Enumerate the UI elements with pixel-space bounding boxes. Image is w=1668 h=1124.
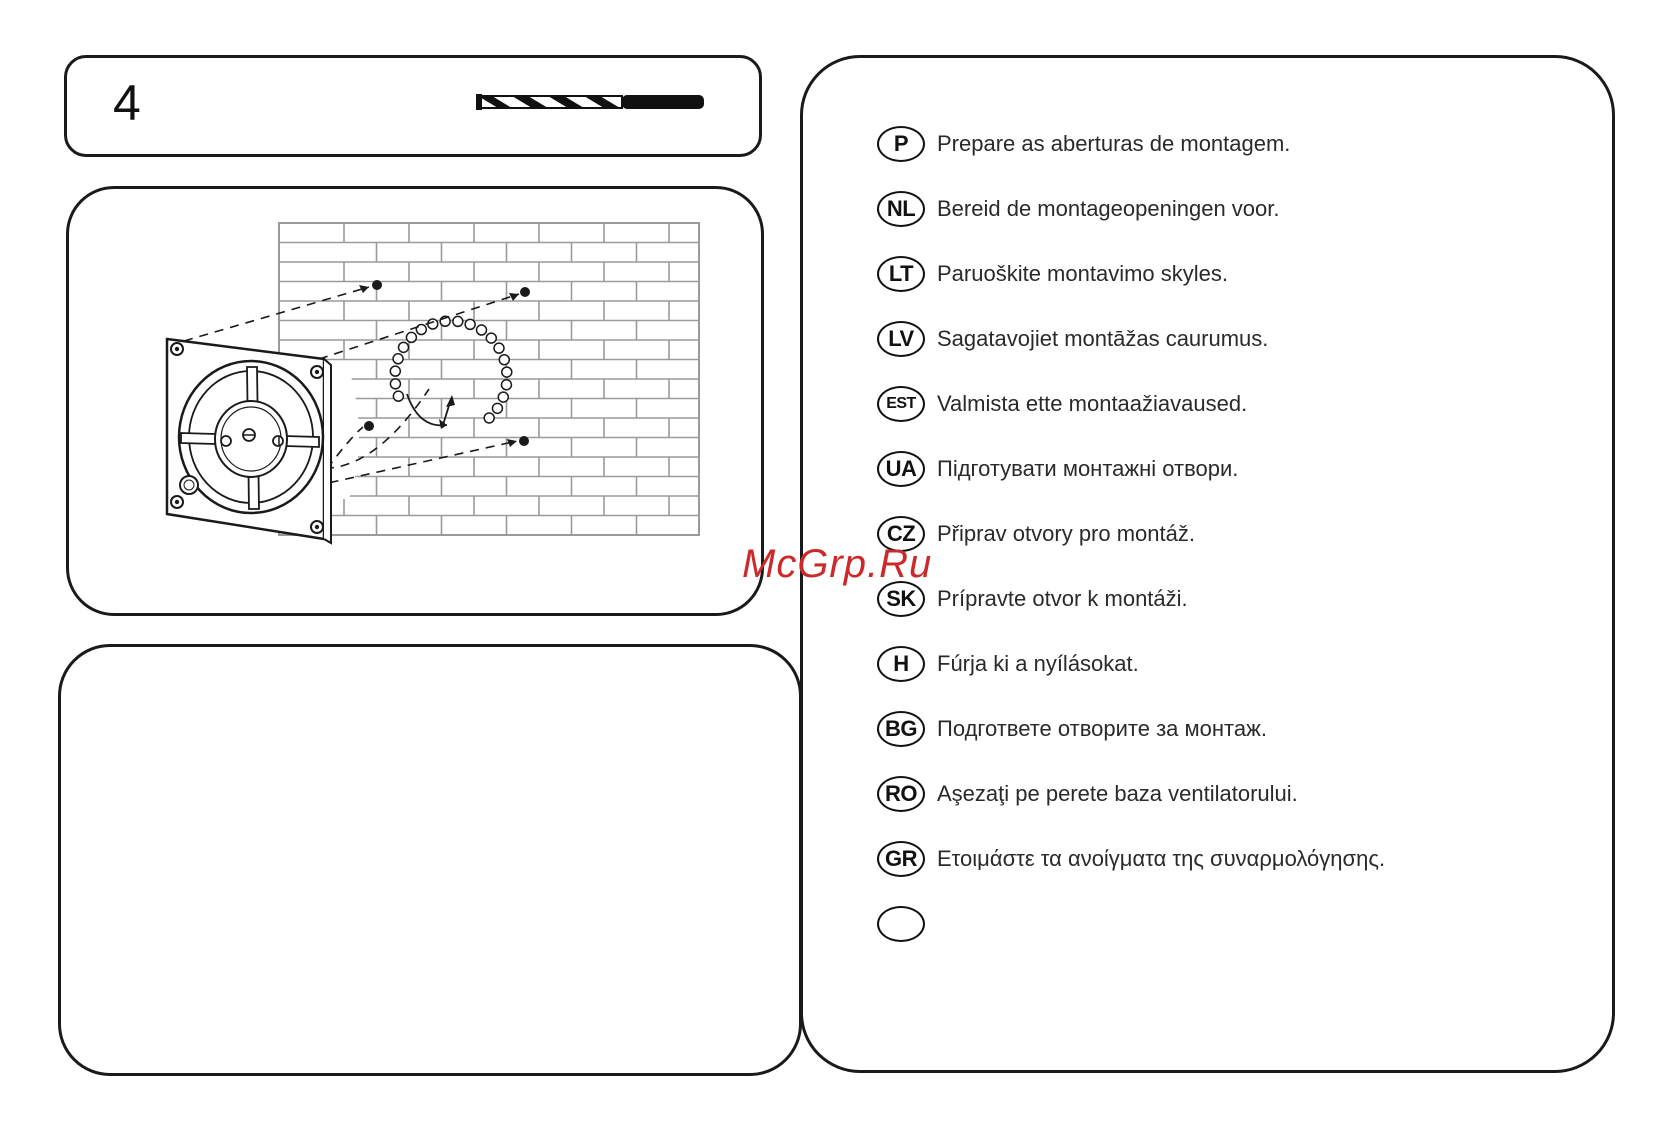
instruction-text: Prepare as aberturas de montagem. <box>937 131 1291 156</box>
language-badge <box>877 906 925 942</box>
language-badge: LV <box>877 321 925 357</box>
language-badge: CZ <box>877 516 925 552</box>
language-badge: EST <box>877 386 925 422</box>
language-row-lt <box>877 252 1228 296</box>
language-badge: BG <box>877 711 925 747</box>
instruction-text: Bereid de montageopeningen voor. <box>937 196 1280 221</box>
language-badge: GR <box>877 841 925 877</box>
instruction-text: Valmista ette montaažiavaused. <box>937 391 1248 416</box>
instruction-text: Подгответе отворите за монтаж. <box>937 716 1267 741</box>
language-badge: H <box>877 646 925 682</box>
drill-bit-icon <box>472 90 712 114</box>
language-row-ua <box>877 447 1238 491</box>
language-badge: RO <box>877 776 925 812</box>
language-badge: NL <box>877 191 925 227</box>
instruction-text: Paruoškite montavimo skyles. <box>937 261 1228 286</box>
instruction-text: Підготувати монтажні отвори. <box>937 456 1239 481</box>
illustration-panel <box>66 186 764 616</box>
instruction-text: Ετοιμάστε τα ανοίγματα της συναρμολόγησης. <box>937 846 1386 871</box>
language-row-nl <box>877 187 1279 231</box>
language-badge: UA <box>877 451 925 487</box>
language-badge: P <box>877 126 925 162</box>
language-row-p <box>877 122 1290 166</box>
step-header <box>64 55 762 157</box>
language-row-blank <box>877 902 937 946</box>
watermark: McGrp.Ru <box>742 542 933 586</box>
language-row-bg <box>877 707 1267 751</box>
instruction-text: Aşezaţi pe perete baza ventilatorului. <box>937 781 1298 806</box>
instruction-text: Sagatavojiet montāžas caurumus. <box>937 326 1269 351</box>
language-row-lv <box>877 317 1268 361</box>
step-number: 4 <box>113 75 141 131</box>
language-row-est <box>877 382 1247 426</box>
language-row-gr <box>877 837 1385 881</box>
language-row-h <box>877 642 1139 686</box>
instruction-text: Fúrja ki a nyílásokat. <box>937 651 1139 676</box>
instruction-text: Připrav otvory pro montáž. <box>937 521 1195 546</box>
left-language-panel <box>58 644 802 1076</box>
language-row-ro <box>877 772 1298 816</box>
instruction-text: Prípravte otvor k montáži. <box>937 586 1188 611</box>
language-badge: LT <box>877 256 925 292</box>
brick-wall <box>279 223 699 535</box>
fan-wall-illustration <box>69 189 761 613</box>
language-badge: SK <box>877 581 925 617</box>
